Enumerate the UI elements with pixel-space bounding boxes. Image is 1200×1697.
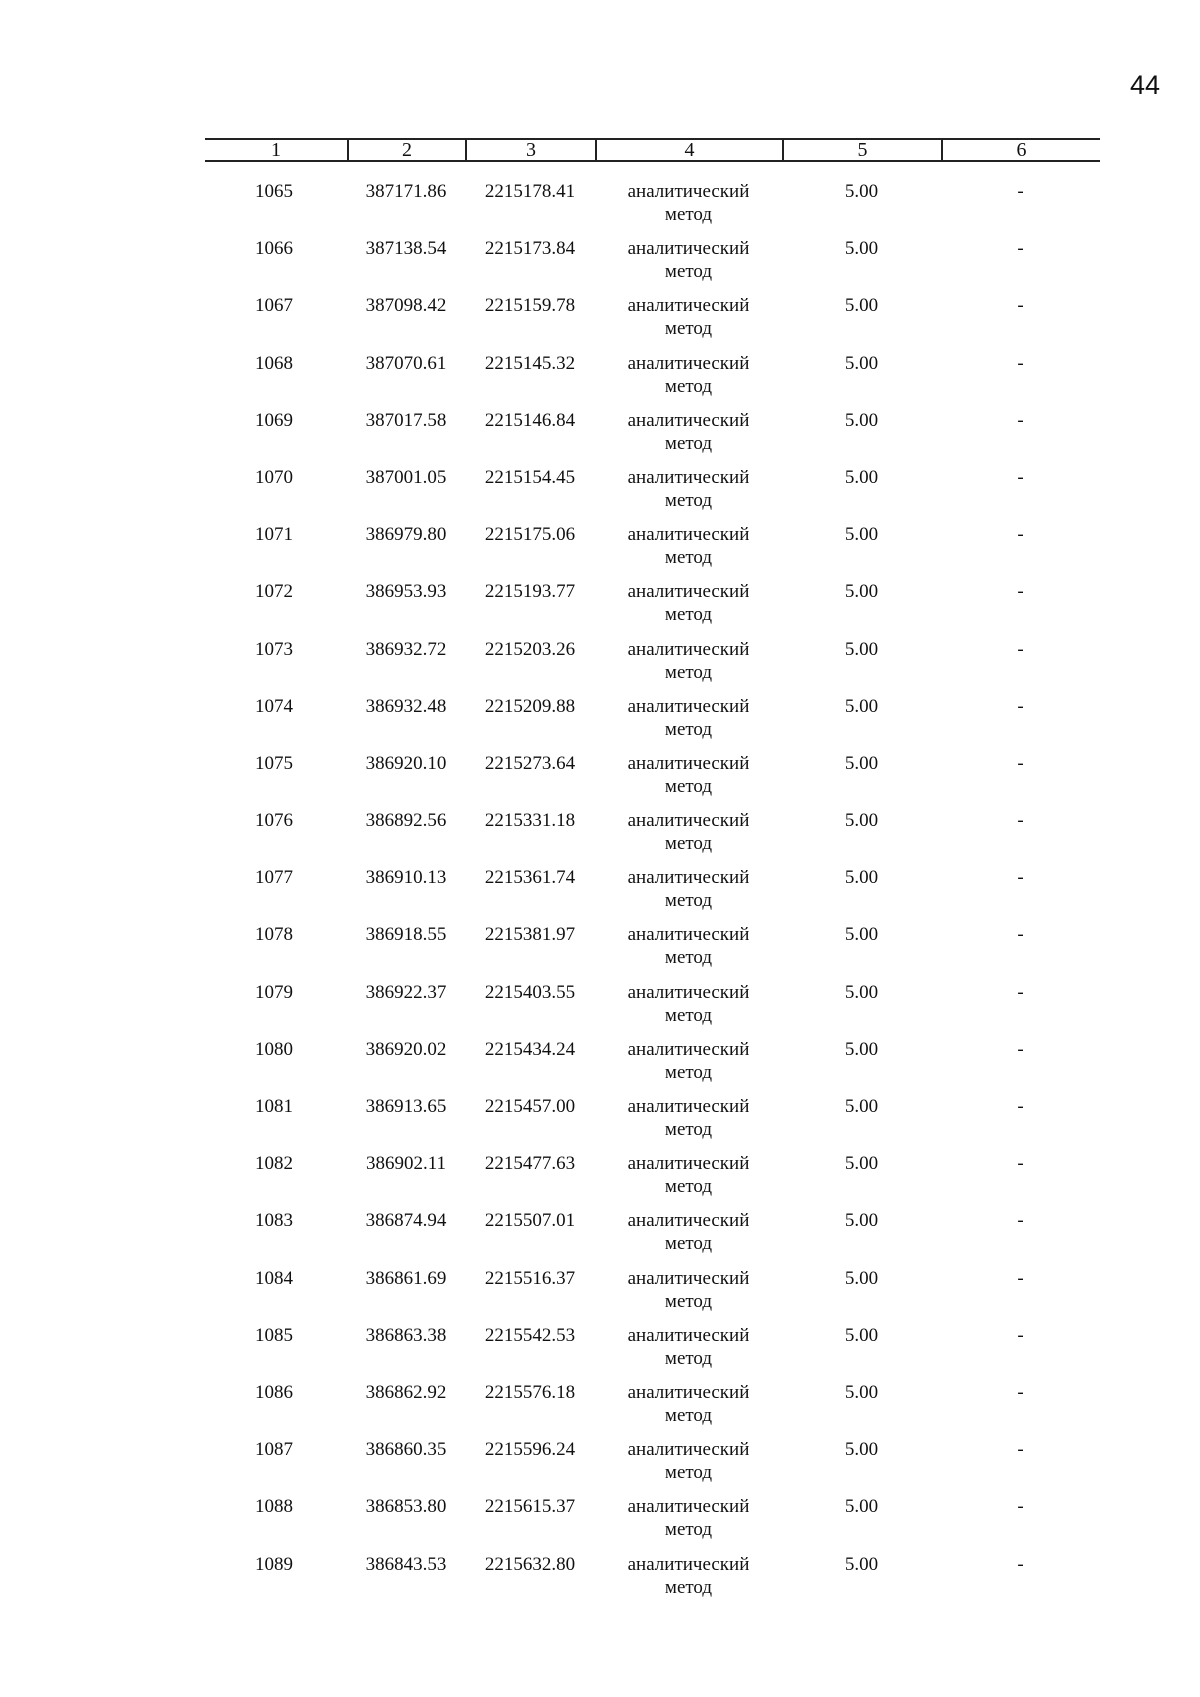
table-row [205, 409, 1100, 466]
coordinate-x: 386874.94 [365, 1210, 447, 1232]
determination-method [595, 1438, 782, 1495]
point-number: 1081 [255, 1096, 293, 1117]
note-value: - [1017, 1210, 1024, 1232]
method-line-2: метод [664, 1576, 713, 1598]
table-row [205, 1095, 1100, 1152]
table-row [205, 923, 1100, 980]
table-row [205, 1324, 1100, 1381]
column-header-5: 5 [782, 140, 941, 160]
determination-method [595, 866, 782, 923]
method-line-2: метод [664, 1176, 713, 1198]
coordinate-y: 2215457.00 [484, 1096, 576, 1117]
point-number: 1089 [255, 1553, 293, 1575]
coordinate-x: 386932.48 [365, 695, 447, 717]
note-value: - [1017, 981, 1024, 1003]
coordinate-y: 2215361.74 [484, 867, 576, 889]
method-line-2: метод [664, 947, 713, 969]
determination-method [595, 466, 782, 523]
point-number: 1076 [255, 810, 293, 832]
method-line-1: аналитический [627, 638, 750, 660]
coordinate-y: 2215178.41 [484, 181, 576, 202]
coordinate-y: 2215159.78 [484, 295, 576, 317]
accuracy-value: 5.00 [844, 581, 879, 603]
point-number: 1079 [255, 981, 293, 1003]
method-line-1: аналитический [627, 1439, 750, 1461]
note-value: - [1017, 1496, 1024, 1518]
accuracy-value: 5.00 [844, 752, 879, 774]
table-row [205, 981, 1100, 1038]
method-line-2: метод [664, 489, 713, 511]
coordinate-x: 386902.11 [365, 1153, 447, 1175]
table-row [205, 1438, 1100, 1495]
table-row [205, 1381, 1100, 1438]
method-line-2: метод [664, 1290, 713, 1312]
coordinate-x: 387017.58 [365, 409, 447, 431]
coordinate-x: 387098.42 [365, 295, 447, 317]
point-number: 1085 [255, 1324, 293, 1346]
determination-method [595, 237, 782, 294]
method-line-1: аналитический [627, 581, 750, 603]
point-number: 1080 [255, 1038, 293, 1060]
point-number: 1084 [255, 1267, 293, 1289]
method-line-2: метод [664, 547, 713, 569]
note-value: - [1017, 1381, 1024, 1403]
method-line-1: аналитический [627, 1553, 750, 1575]
coordinate-x: 386860.35 [365, 1439, 447, 1461]
table-row [205, 1553, 1100, 1610]
point-number: 1087 [255, 1439, 293, 1461]
method-line-1: аналитический [627, 524, 750, 546]
determination-method [595, 809, 782, 866]
note-value: - [1017, 1153, 1024, 1175]
coordinate-y: 2215173.84 [484, 238, 576, 260]
determination-method [595, 1095, 782, 1152]
note-value: - [1017, 1267, 1024, 1289]
coordinate-y: 2215542.53 [484, 1324, 576, 1346]
table-row [205, 809, 1100, 866]
determination-method [595, 923, 782, 980]
accuracy-value: 5.00 [844, 810, 879, 832]
note-value: - [1017, 867, 1024, 889]
accuracy-value: 5.00 [844, 1210, 879, 1232]
coordinate-y: 2215209.88 [484, 695, 576, 717]
point-number: 1067 [255, 295, 293, 317]
point-number: 1086 [255, 1381, 293, 1403]
note-value: - [1017, 352, 1024, 374]
determination-method [595, 1324, 782, 1381]
method-line-1: аналитический [627, 352, 750, 374]
method-line-1: аналитический [627, 1153, 750, 1175]
determination-method [595, 180, 782, 237]
coordinate-x: 386932.72 [365, 638, 447, 660]
note-value: - [1017, 524, 1024, 546]
method-line-2: метод [664, 1404, 713, 1426]
note-value: - [1017, 1439, 1024, 1461]
table-row [205, 1495, 1100, 1552]
coordinate-y: 2215576.18 [484, 1381, 576, 1403]
determination-method [595, 1152, 782, 1209]
table-row [205, 752, 1100, 809]
point-number: 1088 [255, 1496, 293, 1518]
table-row [205, 180, 1100, 237]
coordinate-x: 387070.61 [365, 352, 447, 374]
coordinate-x: 386843.53 [365, 1553, 447, 1575]
table-row [205, 352, 1100, 409]
column-header-1: 1 [271, 139, 281, 161]
coordinate-y: 2215193.77 [484, 581, 576, 603]
table-row [205, 1038, 1100, 1095]
coordinate-y: 2215203.26 [484, 638, 576, 660]
column-header-3: 3 [465, 140, 595, 160]
point-number: 1071 [255, 524, 293, 546]
determination-method [595, 981, 782, 1038]
table-row [205, 580, 1100, 637]
coordinate-x: 386920.10 [365, 752, 447, 774]
note-value: - [1017, 466, 1024, 488]
point-number: 1074 [255, 695, 293, 717]
note-value: - [1017, 181, 1024, 202]
method-line-2: метод [664, 432, 713, 454]
point-number: 1083 [255, 1210, 293, 1232]
note-value: - [1017, 638, 1024, 660]
determination-method [595, 752, 782, 809]
accuracy-value: 5.00 [844, 1553, 879, 1575]
accuracy-value: 5.00 [844, 524, 879, 546]
method-line-1: аналитический [627, 1324, 750, 1346]
accuracy-value: 5.00 [844, 238, 879, 260]
accuracy-value: 5.00 [844, 295, 879, 317]
coordinate-x: 386922.37 [365, 981, 447, 1003]
method-line-1: аналитический [627, 1210, 750, 1232]
determination-method [595, 638, 782, 695]
coordinate-x: 386913.65 [365, 1096, 447, 1117]
method-line-1: аналитический [627, 1038, 750, 1060]
method-line-2: метод [664, 1233, 713, 1255]
accuracy-value: 5.00 [844, 1038, 879, 1060]
table-header [205, 138, 1100, 162]
note-value: - [1017, 924, 1024, 946]
column-header-2: 2 [347, 140, 465, 160]
note-value: - [1017, 581, 1024, 603]
determination-method [595, 1495, 782, 1552]
table-body [205, 180, 1100, 1610]
table-row [205, 638, 1100, 695]
method-line-1: аналитический [627, 181, 750, 202]
determination-method [595, 1381, 782, 1438]
coordinate-y: 2215146.84 [484, 409, 576, 431]
method-line-2: метод [664, 1462, 713, 1484]
note-value: - [1017, 238, 1024, 260]
point-number: 1082 [255, 1153, 293, 1175]
accuracy-value: 5.00 [844, 1153, 879, 1175]
coordinate-x: 386979.80 [365, 524, 447, 546]
coordinate-x: 386853.80 [365, 1496, 447, 1518]
point-number: 1077 [255, 867, 293, 889]
method-line-1: аналитический [627, 924, 750, 946]
point-number: 1075 [255, 752, 293, 774]
point-number: 1073 [255, 638, 293, 660]
determination-method [595, 1553, 782, 1610]
determination-method [595, 1267, 782, 1324]
coordinate-x: 387138.54 [365, 238, 447, 260]
method-line-1: аналитический [627, 695, 750, 717]
coordinate-x: 386953.93 [365, 581, 447, 603]
note-value: - [1017, 1096, 1024, 1117]
method-line-1: аналитический [627, 1267, 750, 1289]
coordinate-y: 2215615.37 [484, 1496, 576, 1518]
note-value: - [1017, 1038, 1024, 1060]
coordinate-y: 2215175.06 [484, 524, 576, 546]
coordinate-x: 386861.69 [365, 1267, 447, 1289]
accuracy-value: 5.00 [844, 181, 879, 202]
method-line-2: метод [664, 375, 713, 397]
point-number: 1066 [255, 238, 293, 260]
method-line-2: метод [664, 318, 713, 340]
column-header-4: 4 [595, 140, 782, 160]
coordinate-y: 2215381.97 [484, 924, 576, 946]
coordinate-x: 386892.56 [365, 810, 447, 832]
point-number: 1065 [255, 181, 293, 202]
table-row [205, 1209, 1100, 1266]
coordinate-x: 386910.13 [365, 867, 447, 889]
point-number: 1072 [255, 581, 293, 603]
coordinate-y: 2215434.24 [484, 1038, 576, 1060]
coordinate-x: 386862.92 [365, 1381, 447, 1403]
column-header-6: 6 [941, 140, 1100, 160]
method-line-2: метод [664, 1119, 713, 1140]
method-line-2: метод [664, 261, 713, 283]
coordinate-y: 2215331.18 [484, 810, 576, 832]
method-line-1: аналитический [627, 466, 750, 488]
accuracy-value: 5.00 [844, 1439, 879, 1461]
note-value: - [1017, 752, 1024, 774]
coordinate-y: 2215507.01 [484, 1210, 576, 1232]
determination-method [595, 409, 782, 466]
method-line-2: метод [664, 1347, 713, 1369]
determination-method [595, 1209, 782, 1266]
accuracy-value: 5.00 [844, 695, 879, 717]
point-number: 1070 [255, 466, 293, 488]
method-line-1: аналитический [627, 238, 750, 260]
method-line-2: метод [664, 1519, 713, 1541]
coordinate-x: 386918.55 [365, 924, 447, 946]
table-row [205, 695, 1100, 752]
coordinate-y: 2215273.64 [484, 752, 576, 774]
method-line-2: метод [664, 204, 713, 225]
method-line-2: метод [664, 1061, 713, 1083]
method-line-2: метод [664, 1004, 713, 1026]
method-line-1: аналитический [627, 752, 750, 774]
note-value: - [1017, 1553, 1024, 1575]
note-value: - [1017, 810, 1024, 832]
table-row [205, 523, 1100, 580]
determination-method [595, 1038, 782, 1095]
note-value: - [1017, 295, 1024, 317]
determination-method [595, 580, 782, 637]
coordinate-y: 2215403.55 [484, 981, 576, 1003]
method-line-2: метод [664, 833, 713, 855]
accuracy-value: 5.00 [844, 409, 879, 431]
point-number: 1069 [255, 409, 293, 431]
accuracy-value: 5.00 [844, 867, 879, 889]
coordinate-y: 2215632.80 [484, 1553, 576, 1575]
accuracy-value: 5.00 [844, 1096, 879, 1117]
coordinate-y: 2215154.45 [484, 466, 576, 488]
accuracy-value: 5.00 [844, 352, 879, 374]
coordinate-x: 387001.05 [365, 466, 447, 488]
table-row [205, 466, 1100, 523]
method-line-1: аналитический [627, 1381, 750, 1403]
coordinate-y: 2215596.24 [484, 1439, 576, 1461]
method-line-2: метод [664, 661, 713, 683]
coordinate-x: 386920.02 [365, 1038, 447, 1060]
method-line-1: аналитический [627, 810, 750, 832]
accuracy-value: 5.00 [844, 1381, 879, 1403]
determination-method [595, 523, 782, 580]
accuracy-value: 5.00 [844, 981, 879, 1003]
determination-method [595, 352, 782, 409]
method-line-1: аналитический [627, 1096, 750, 1117]
coordinate-y: 2215516.37 [484, 1267, 576, 1289]
coordinate-x: 386863.38 [365, 1324, 447, 1346]
table-row [205, 866, 1100, 923]
note-value: - [1017, 695, 1024, 717]
table-row [205, 237, 1100, 294]
table-row [205, 1267, 1100, 1324]
determination-method [595, 695, 782, 752]
coordinate-x: 387171.86 [365, 181, 447, 202]
method-line-1: аналитический [627, 981, 750, 1003]
coordinate-y: 2215477.63 [484, 1153, 576, 1175]
method-line-1: аналитический [627, 409, 750, 431]
table-row [205, 294, 1100, 351]
accuracy-value: 5.00 [844, 1496, 879, 1518]
point-number: 1068 [255, 352, 293, 374]
note-value: - [1017, 409, 1024, 431]
coordinate-y: 2215145.32 [484, 352, 576, 374]
accuracy-value: 5.00 [844, 638, 879, 660]
method-line-1: аналитический [627, 1496, 750, 1518]
accuracy-value: 5.00 [844, 1324, 879, 1346]
accuracy-value: 5.00 [844, 1267, 879, 1289]
accuracy-value: 5.00 [844, 924, 879, 946]
method-line-2: метод [664, 604, 713, 626]
table-row [205, 1152, 1100, 1209]
note-value: - [1017, 1324, 1024, 1346]
point-number: 1078 [255, 924, 293, 946]
method-line-2: метод [664, 718, 713, 740]
method-line-1: аналитический [627, 867, 750, 889]
determination-method [595, 294, 782, 351]
page-number: 44 [1129, 70, 1160, 100]
method-line-2: метод [664, 890, 713, 912]
method-line-2: метод [664, 775, 713, 797]
accuracy-value: 5.00 [844, 466, 879, 488]
method-line-1: аналитический [627, 295, 750, 317]
